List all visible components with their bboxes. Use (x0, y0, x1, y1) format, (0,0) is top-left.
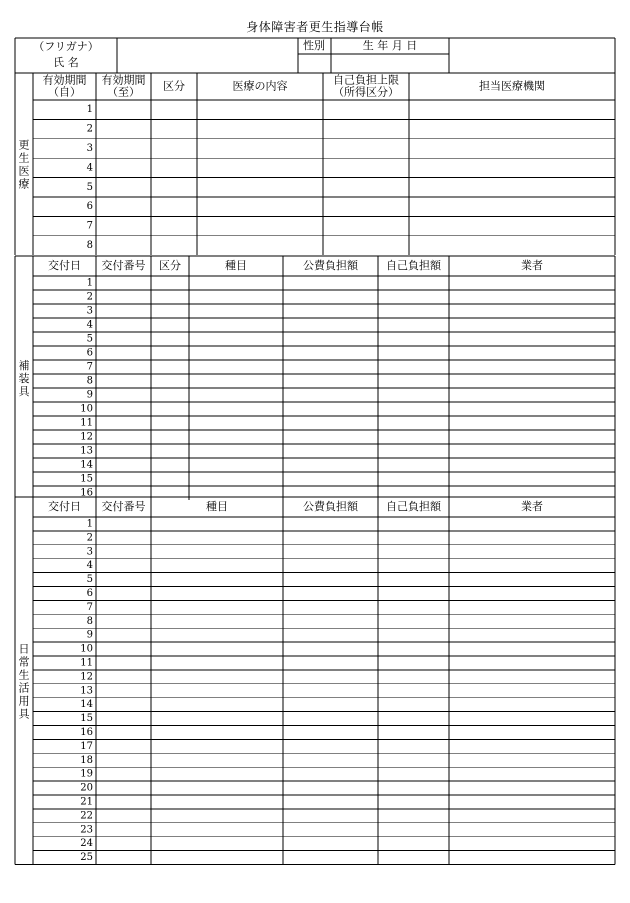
nichijou-row-number: 23 (80, 824, 93, 836)
nichijou-row-number: 4 (86, 560, 93, 572)
hosougu-header-3: 種目 (225, 259, 247, 272)
nichijou-row-number: 22 (80, 810, 93, 822)
hosougu-row-number: 12 (80, 431, 93, 443)
kousei-side-label: 更生医療 (18, 138, 30, 191)
hosougu-row-number: 13 (80, 445, 93, 457)
kousei-header-4: 自己負担上限 (333, 73, 399, 87)
nichijou-row-number: 6 (86, 587, 93, 599)
kousei-header-0: 有効期間 (42, 73, 87, 87)
document-title: 身体障害者更生指導台帳 (246, 20, 384, 34)
kousei-header-2: 区分 (163, 79, 185, 93)
hosougu-header-5: 自己負担額 (386, 259, 441, 272)
nichijou-header-2: 種目 (206, 500, 228, 513)
nichijou-row-number: 2 (86, 532, 93, 544)
nichijou-row-number: 24 (80, 838, 93, 850)
hosougu-row-number: 10 (80, 403, 93, 415)
nichijou-row-number: 18 (80, 754, 93, 766)
hosougu-row-number: 4 (86, 319, 93, 331)
kousei-row-number: 2 (86, 123, 93, 135)
hosougu-row-number: 9 (86, 389, 93, 401)
furigana-label: （フリガナ） (33, 40, 99, 53)
nichijou-row-number: 21 (80, 796, 93, 808)
kousei-header-0: （自） (48, 85, 81, 99)
nichijou-header-1: 交付番号 (101, 500, 146, 513)
hosougu-row-number: 3 (86, 305, 93, 317)
nichijou-header-0: 交付日 (48, 500, 81, 513)
nichijou-row-number: 25 (80, 852, 93, 864)
hosougu-row-number: 5 (86, 333, 93, 345)
hosougu-side-label: 補装具 (18, 359, 30, 398)
nichijou-row-number: 14 (80, 699, 93, 711)
hosougu-row-number: 11 (80, 417, 93, 429)
nichijou-row-number: 1 (86, 518, 93, 530)
kousei-header-4: （所得区分） (333, 85, 399, 99)
nichijou-row-number: 3 (86, 546, 93, 558)
kousei-header-5: 担当医療機関 (479, 79, 545, 93)
hosougu-header-2: 区分 (159, 259, 181, 272)
nichijou-row-number: 13 (80, 685, 93, 697)
kousei-row-number: 6 (86, 201, 93, 213)
hosougu-header-1: 交付番号 (101, 259, 146, 272)
hosougu-header-0: 交付日 (48, 259, 81, 272)
nichijou-row-number: 15 (80, 713, 93, 725)
table-grid-lines (15, 38, 615, 865)
nichijou-row-number: 11 (80, 657, 93, 669)
kousei-header-1: （至） (107, 85, 140, 99)
kousei-header-3: 医療の内容 (232, 79, 288, 93)
nichijou-row-number: 17 (80, 740, 93, 752)
hosougu-row-number: 2 (86, 291, 93, 303)
hosougu-row-number: 15 (80, 473, 93, 485)
nichijou-header-3: 公費負担額 (303, 500, 358, 513)
nichijou-header-4: 自己負担額 (386, 500, 441, 513)
hosougu-header-6: 業者 (521, 259, 543, 272)
nichijou-row-number: 16 (80, 726, 93, 738)
nichijou-row-number: 7 (86, 601, 93, 613)
sex-label: 性別 (303, 39, 325, 52)
dob-label: 生 年 月 日 (362, 39, 418, 52)
kousei-row-number: 8 (86, 240, 93, 251)
kousei-header-1: 有効期間 (101, 73, 146, 87)
kousei-row-number: 7 (86, 220, 93, 232)
hosougu-row-number: 14 (80, 459, 93, 471)
kousei-row-number: 1 (86, 104, 93, 116)
kousei-row-number: 4 (86, 162, 93, 174)
hosougu-row-number: 1 (86, 277, 93, 289)
nichijou-row-number: 12 (80, 671, 93, 683)
name-label: 氏 名 (53, 56, 79, 69)
nichijou-row-number: 9 (86, 629, 93, 641)
nichijou-side-label: 日常生活用具 (18, 642, 30, 721)
hosougu-header-4: 公費負担額 (303, 259, 358, 272)
nichijou-header-5: 業者 (521, 500, 543, 513)
nichijou-row-number: 5 (86, 574, 93, 586)
nichijou-row-number: 10 (80, 643, 93, 655)
kousei-row-number: 3 (86, 143, 93, 154)
kousei-row-number: 5 (86, 181, 93, 193)
nichijou-row-number: 20 (80, 782, 93, 794)
nichijou-row-number: 19 (80, 768, 93, 780)
hosougu-row-number: 16 (80, 487, 93, 499)
hosougu-row-number: 6 (86, 347, 93, 359)
hosougu-row-number: 7 (86, 361, 93, 373)
nichijou-row-number: 8 (86, 615, 93, 627)
hosougu-row-number: 8 (86, 375, 93, 387)
